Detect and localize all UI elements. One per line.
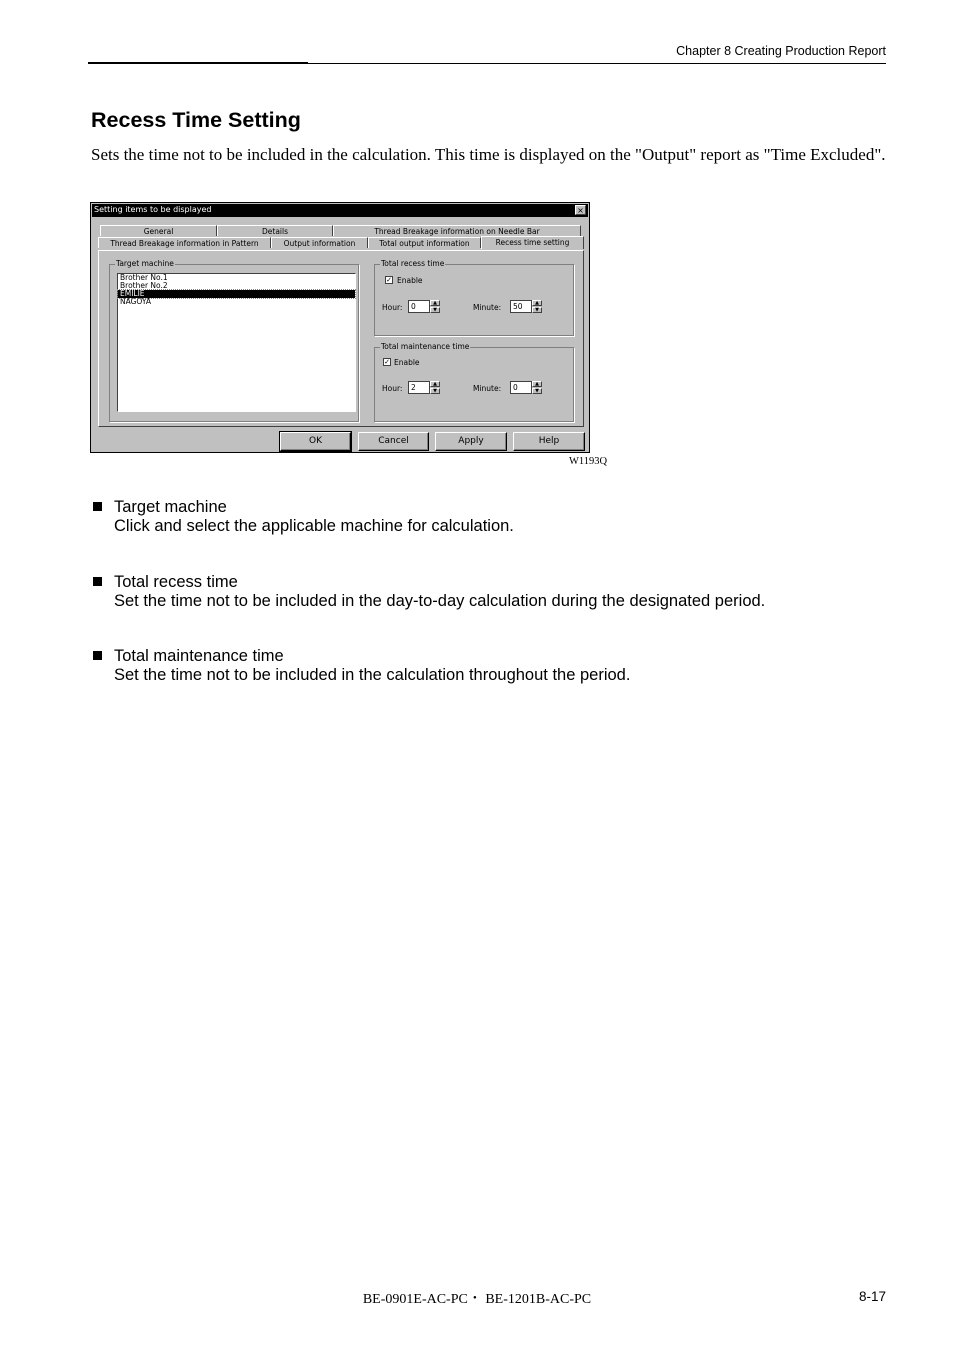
- recess-minute-label: Minute:: [473, 303, 502, 312]
- item-title: Target machine: [114, 498, 227, 516]
- item-title: Total maintenance time: [114, 647, 284, 665]
- tab-output-information[interactable]: Output information: [271, 237, 368, 248]
- spin-up-icon[interactable]: ▲: [532, 381, 542, 387]
- bullet-square-icon: [93, 651, 102, 660]
- total-maintenance-time-group: [374, 342, 574, 422]
- tab-thread-breakage-needle-bar[interactable]: Thread Breakage information on Needle Bar: [333, 225, 581, 236]
- settings-dialog: [90, 202, 590, 453]
- spin-down-icon[interactable]: ▼: [430, 388, 440, 394]
- apply-button[interactable]: Apply: [435, 432, 507, 451]
- chapter-title: Chapter 8 Creating Production Report: [676, 44, 886, 58]
- maintenance-minute-input[interactable]: 0: [510, 381, 532, 394]
- page-number: 8-17: [858, 1289, 886, 1304]
- bullet-square-icon: [93, 502, 102, 511]
- tab-details[interactable]: Details: [217, 225, 333, 236]
- spin-down-icon[interactable]: ▼: [532, 388, 542, 394]
- figure-code: W1193Q: [569, 456, 608, 467]
- cancel-button[interactable]: Cancel: [358, 432, 429, 451]
- total-recess-time-label: Total recess time: [381, 259, 445, 268]
- maintenance-hour-input[interactable]: 2: [408, 381, 430, 394]
- item-description: Click and select the applicable machine for calculation.: [114, 517, 514, 535]
- ok-button[interactable]: OK: [280, 432, 351, 451]
- target-machine-label: Target machine: [116, 259, 174, 268]
- total-recess-time-group: [374, 259, 574, 336]
- header-rule-accent: [88, 62, 308, 64]
- item-description: Set the time not to be included in the day-to-day calculation during the designated period.: [114, 592, 766, 610]
- maintenance-hour-spinner[interactable]: [408, 381, 440, 394]
- machine-list[interactable]: [117, 273, 356, 412]
- close-button[interactable]: ×: [575, 205, 586, 215]
- bullet-square-icon: [93, 577, 102, 586]
- total-maintenance-time-label: Total maintenance time: [381, 342, 470, 351]
- spin-up-icon[interactable]: ▲: [430, 300, 440, 306]
- page-header: [88, 44, 886, 66]
- target-machine-group: [109, 259, 359, 422]
- recess-enable-checkbox[interactable]: ✓: [386, 276, 392, 284]
- recess-hour-label: Hour:: [382, 303, 403, 312]
- maintenance-minute-spinner[interactable]: [510, 381, 542, 394]
- tab-panel: [98, 250, 584, 427]
- footer-model: BE-0901E-AC-PC・ BE-1201B-AC-PC: [362, 1292, 592, 1307]
- description-item: [91, 498, 891, 536]
- tab-recess-time-setting[interactable]: Recess time setting: [481, 236, 584, 249]
- list-item[interactable]: Brother No.2: [120, 281, 168, 290]
- maintenance-hour-label: Hour:: [382, 384, 403, 393]
- description-item: [91, 573, 891, 611]
- recess-hour-spinner[interactable]: [408, 300, 440, 313]
- maintenance-enable-checkbox[interactable]: ✓: [384, 358, 390, 366]
- list-item[interactable]: NAGOYA: [120, 297, 152, 306]
- dialog-title: Setting items to be displayed: [94, 205, 212, 214]
- recess-hour-input[interactable]: 0: [408, 300, 430, 313]
- maintenance-enable-label: Enable: [394, 358, 420, 367]
- spin-down-icon[interactable]: ▼: [532, 307, 542, 313]
- tab-total-output-information[interactable]: Total output information: [368, 237, 481, 248]
- recess-minute-input[interactable]: 50: [510, 300, 532, 313]
- list-item-selected[interactable]: EMILIE: [118, 290, 355, 298]
- item-title: Total recess time: [114, 573, 238, 591]
- list-item[interactable]: Brother No.1: [120, 273, 168, 282]
- dialog-titlebar: [92, 204, 588, 217]
- intro-paragraph: Sets the time not to be included in the calculation. This time is displayed on the "Output" report as "Time Excluded".: [91, 145, 886, 164]
- spin-up-icon[interactable]: ▲: [532, 300, 542, 306]
- recess-enable-label: Enable: [397, 276, 423, 285]
- tab-thread-breakage-pattern[interactable]: Thread Breakage information in Pattern: [98, 237, 271, 248]
- item-description: Set the time not to be included in the calculation throughout the period.: [114, 666, 631, 684]
- recess-minute-spinner[interactable]: [510, 300, 542, 313]
- spin-down-icon[interactable]: ▼: [430, 307, 440, 313]
- tab-general[interactable]: General: [100, 225, 217, 236]
- section-title: Recess Time Setting: [91, 108, 301, 132]
- spin-up-icon[interactable]: ▲: [430, 381, 440, 387]
- description-item: [91, 647, 891, 685]
- maintenance-minute-label: Minute:: [473, 384, 502, 393]
- help-button[interactable]: Help: [513, 432, 585, 451]
